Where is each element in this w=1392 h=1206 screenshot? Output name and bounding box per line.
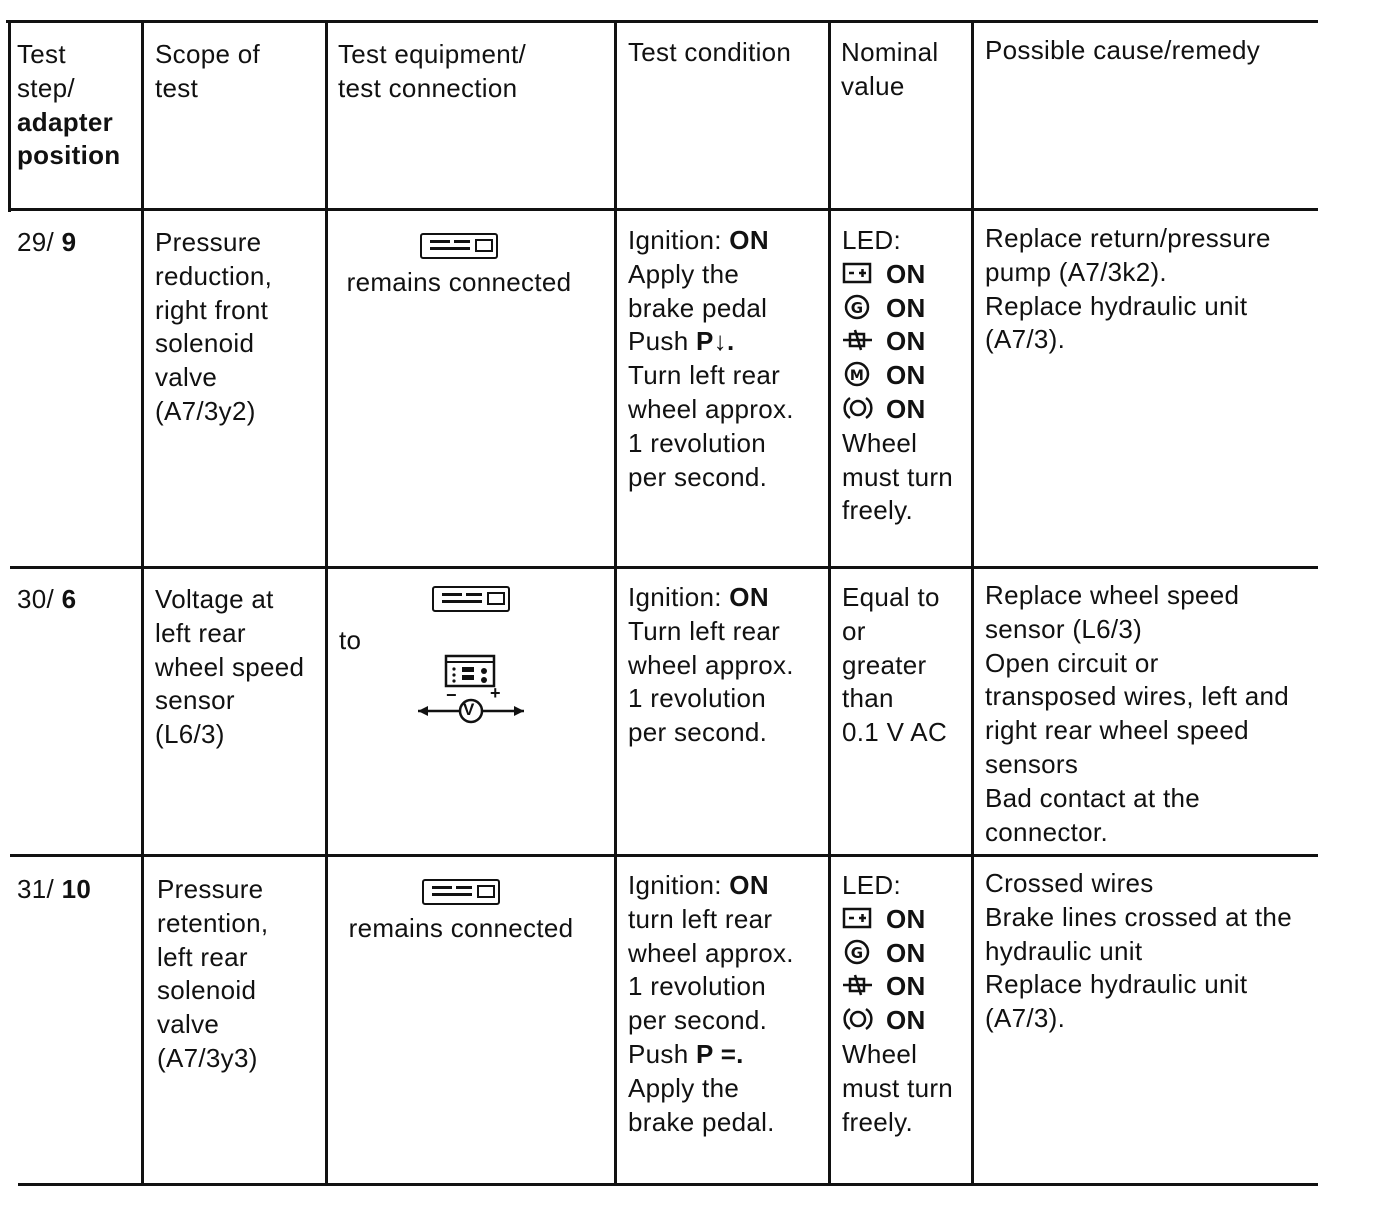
table-top-rule [6, 20, 1318, 23]
battery-icon [842, 259, 880, 287]
nominal-note: Wheel [842, 1038, 918, 1069]
header-text: position [17, 140, 121, 171]
svg-text:G: G [850, 943, 864, 962]
led-state: ON [886, 971, 926, 1002]
led-state: ON [886, 326, 926, 357]
header-text: Scope of [155, 39, 261, 69]
header-condition [628, 36, 791, 70]
nominal-line: Equal to [842, 582, 940, 612]
header-text: Test [17, 39, 66, 69]
condition-line: 1 revolution [628, 683, 767, 714]
remedy-line: (A7/3). [985, 324, 1066, 355]
tester-icon [420, 233, 498, 259]
condition-line: wheel approx. [628, 937, 794, 968]
header-text: test connection [338, 72, 518, 103]
scope-line: left rear [157, 941, 248, 972]
row1-nominal [842, 224, 953, 528]
battery-icon [842, 904, 880, 932]
svg-text:M: M [849, 368, 865, 385]
m-circle-icon [842, 360, 880, 388]
meter-v-label: V [463, 700, 475, 719]
nominal-line: 0.1 V AC [842, 717, 948, 748]
nominal-line: greater [842, 649, 927, 680]
step-number: 30/ [17, 584, 55, 614]
column-divider [325, 20, 328, 1185]
remedy-line: Brake lines crossed at the [985, 901, 1292, 932]
nominal-line: than [842, 683, 894, 714]
row3-scope [157, 873, 268, 1076]
led-state: ON [886, 258, 926, 289]
adapter-position: 6 [61, 584, 77, 614]
scope-line: Voltage at [155, 584, 274, 614]
scope-line: valve [157, 1009, 220, 1040]
remedy-line: sensors [985, 748, 1079, 779]
ignition-label: Ignition: [628, 870, 722, 900]
led-state: ON [886, 292, 926, 323]
meter-plus-label: + [490, 683, 501, 703]
scope-line: wheel speed [155, 651, 305, 682]
ignition-value: ON [729, 582, 769, 612]
condition-line: per second. [628, 461, 768, 492]
row3-equipment [332, 874, 590, 946]
condition-line: per second. [628, 1005, 768, 1036]
led-state: ON [886, 393, 926, 424]
scope-line: valve [155, 362, 218, 393]
g-circle-icon [842, 938, 880, 966]
row3-step [17, 873, 91, 907]
scope-line: Pressure [155, 227, 262, 257]
row1-scope [155, 226, 272, 429]
step-number: 31/ [17, 874, 55, 904]
row1-equipment [330, 228, 588, 300]
condition-line: turn left rear [628, 903, 773, 934]
valve-icon [842, 326, 880, 354]
row2-remedy [985, 579, 1289, 849]
meter-minus-label: − [446, 685, 457, 705]
remedy-line: right rear wheel speed [985, 715, 1249, 746]
tester-icon [432, 586, 510, 612]
nominal-line: or [842, 615, 866, 646]
condition-line: 1 revolution [628, 971, 767, 1002]
svg-text:G: G [850, 298, 864, 317]
led-label: LED: [842, 225, 902, 255]
push-label: Push [628, 1038, 689, 1069]
adapter-position: 9 [61, 227, 77, 257]
row1-step [17, 226, 76, 260]
condition-line: brake pedal [628, 292, 768, 323]
scope-line: right front [155, 294, 269, 325]
column-divider [971, 20, 974, 1185]
row1-condition [628, 224, 794, 494]
remedy-line: Replace return/pressure [985, 223, 1271, 253]
ignition-value: ON [729, 225, 769, 255]
led-label: LED: [842, 870, 902, 900]
scope-line: left rear [155, 617, 246, 648]
push-value: P↓. [696, 326, 735, 357]
condition-line: Apply the [628, 1072, 740, 1103]
scope-line: retention, [157, 907, 269, 938]
header-text: test [155, 72, 199, 103]
condition-line: wheel approx. [628, 393, 794, 424]
header-bottom-rule [10, 208, 1318, 211]
nominal-note: Wheel [842, 427, 918, 458]
nominal-note: freely. [842, 495, 913, 526]
condition-line: 1 revolution [628, 427, 767, 458]
remedy-line: connector. [985, 816, 1108, 847]
remedy-line: (A7/3). [985, 1003, 1066, 1034]
column-divider [8, 20, 11, 212]
remedy-line: Replace wheel speed [985, 580, 1240, 610]
condition-line: brake pedal. [628, 1106, 775, 1137]
led-state: ON [886, 1005, 926, 1036]
condition-line: wheel approx. [628, 649, 794, 680]
remedy-line: Open circuit or [985, 647, 1159, 678]
ignition-value: ON [729, 870, 769, 900]
led-state: ON [886, 903, 926, 934]
scope-line: solenoid [157, 975, 257, 1006]
connection-word: to [339, 625, 362, 655]
row2-step [17, 583, 76, 617]
adapter-position: 10 [61, 874, 92, 904]
wheel-icon [842, 1005, 880, 1033]
header-test-step [17, 38, 121, 173]
scope-line: (L6/3) [155, 719, 225, 750]
row3-remedy [985, 867, 1292, 1036]
header-text: step/ [17, 72, 75, 103]
row1-bottom-rule [10, 566, 1318, 569]
table-bottom-rule [18, 1183, 1318, 1186]
ignition-label: Ignition: [628, 582, 722, 612]
header-remedy [985, 34, 1260, 68]
nominal-note: must turn [842, 1072, 954, 1103]
remedy-line: Bad contact at the [985, 782, 1200, 813]
scope-line: solenoid [155, 328, 255, 359]
header-scope [155, 38, 260, 106]
header-text: Nominal [841, 37, 939, 67]
nominal-note: freely. [842, 1106, 913, 1137]
row2-scope [155, 583, 304, 752]
condition-line: per second. [628, 717, 768, 748]
step-number: 29/ [17, 227, 55, 257]
push-label: Push [628, 326, 689, 357]
remedy-line: Replace hydraulic unit [985, 969, 1248, 1000]
row2-condition [628, 581, 794, 750]
push-value: P =. [696, 1038, 744, 1069]
g-circle-icon [842, 293, 880, 321]
condition-line: Apply the [628, 258, 740, 289]
header-text: value [841, 70, 905, 101]
column-divider [828, 20, 831, 1185]
condition-line: Turn left rear [628, 615, 781, 646]
row1-remedy [985, 222, 1271, 357]
row2-bottom-rule [10, 854, 1318, 857]
scope-line: (A7/3y2) [155, 395, 256, 426]
header-nominal [841, 36, 938, 104]
condition-line: Turn left rear [628, 360, 781, 391]
remedy-line: hydraulic unit [985, 935, 1143, 966]
row3-nominal [842, 869, 953, 1139]
header-equipment [338, 38, 526, 106]
equipment-note: remains connected [346, 266, 572, 297]
led-state: ON [886, 937, 926, 968]
scope-line: (A7/3y3) [157, 1042, 258, 1073]
remedy-line: sensor (L6/3) [985, 613, 1143, 644]
header-text: Possible cause/remedy [985, 35, 1261, 65]
header-text: Test condition [628, 37, 792, 67]
led-state: ON [886, 360, 926, 391]
equipment-note: remains connected [348, 912, 574, 943]
remedy-line: transposed wires, left and [985, 681, 1290, 712]
header-text: adapter [17, 106, 114, 137]
remedy-line: Crossed wires [985, 868, 1154, 898]
row2-nominal [842, 581, 947, 750]
row3-condition [628, 869, 794, 1139]
scope-line: Pressure [157, 874, 264, 904]
scope-line: reduction, [155, 260, 273, 291]
valve-icon [842, 971, 880, 999]
remedy-line: Replace hydraulic unit [985, 290, 1248, 321]
column-divider [141, 20, 144, 1185]
ignition-label: Ignition: [628, 225, 722, 255]
scope-line: sensor [155, 685, 235, 716]
row2-equipment [330, 584, 610, 724]
remedy-line: pump (A7/3k2). [985, 256, 1167, 287]
nominal-note: must turn [842, 461, 954, 492]
wheel-icon [842, 394, 880, 422]
header-text: Test equipment/ [338, 39, 527, 69]
column-divider [614, 20, 617, 1185]
tester-icon [422, 879, 500, 905]
